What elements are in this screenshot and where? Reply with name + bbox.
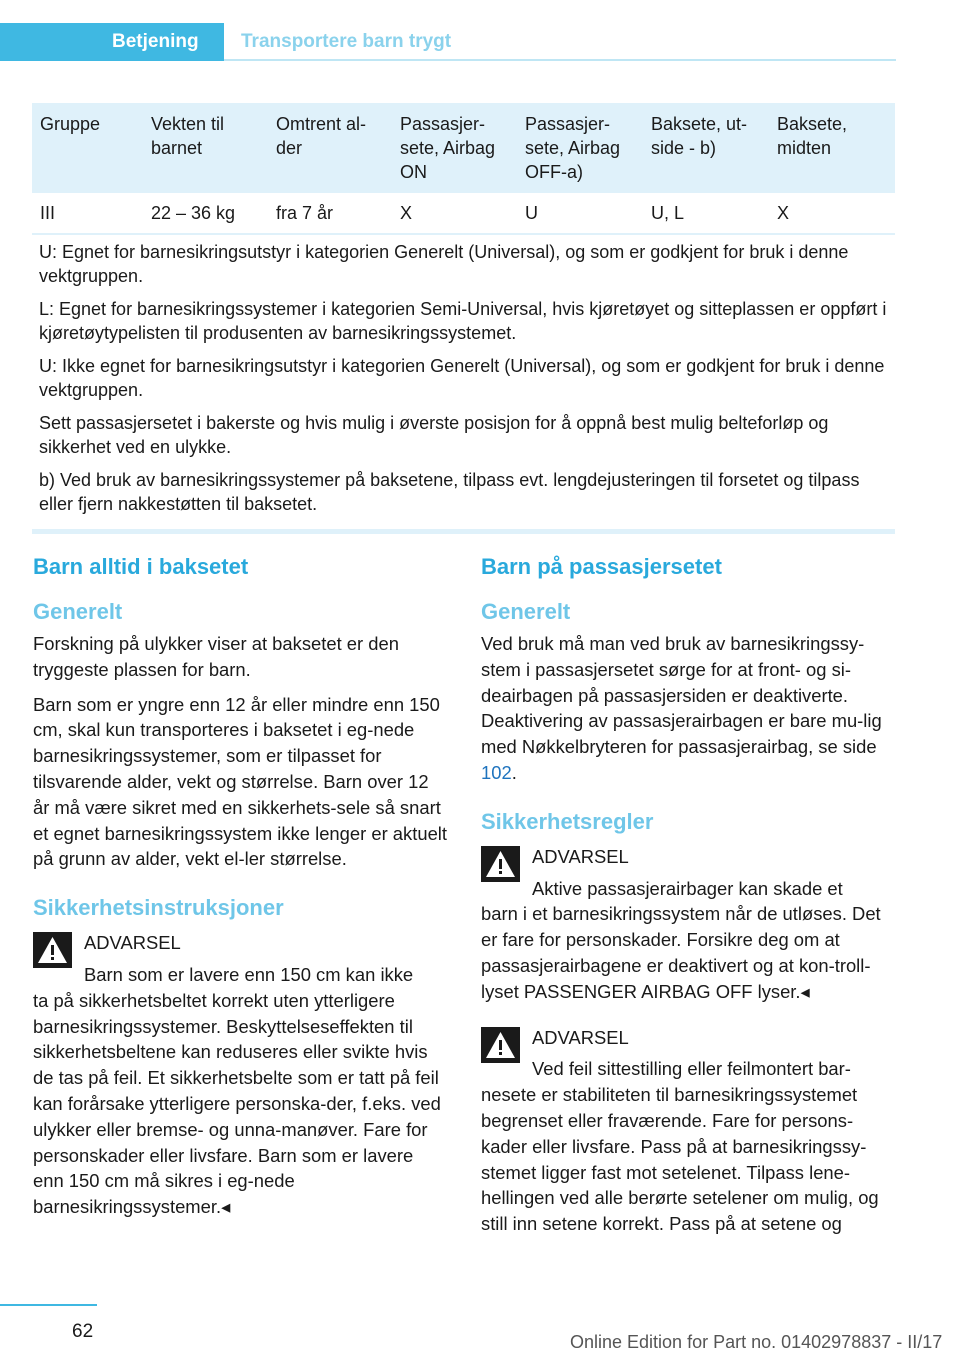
subsection-heading: Generelt: [33, 599, 123, 624]
table-cell: fra 7 år: [268, 193, 392, 234]
table-header-cell: Passasjer-sete, Airbag OFF-a): [517, 103, 643, 193]
header-rule: [224, 59, 896, 61]
warning-text: barn i et barnesikringssystem når de utløses. Det er fare for personskader. Forsikre deg om at passasjerairbagene er deaktivert og at kon-troll-lyset PASSENGER AIRBAG OFF lyser.◂: [481, 903, 881, 1002]
subsection-heading: Sikkerhetsregler: [481, 808, 654, 834]
warning-text: ta på sikkerhetsbeltet korrekt uten ytterligere barnesikringssystemer. Beskyttelseseffekten til sikkerhetsbeltene kan reduseres eller svikte hvis de tas på feil. Et sikkerhetsbelte som er tatt på feil kan forårsake ytterligere personska-der, f.eks. ved ulykker eller bremse- og unna-manøver. Fare for personskader eller livsfare. Barn som er lavere enn 150 cm må sikres i eg-nede barnesikringssystemer.◂: [33, 989, 441, 1218]
table-cell: U: [517, 193, 643, 234]
warning-icon: [33, 932, 72, 968]
warning-block: [481, 844, 896, 1005]
subsection-heading: Sikkerhetsinstruksjoner: [33, 895, 284, 921]
warning-label: ADVARSEL: [532, 845, 629, 867]
edition-note: Online Edition for Part no. 01402978837 - II/17: [570, 1332, 943, 1352]
table-cell: X: [392, 193, 517, 234]
paragraph-end: .: [511, 761, 517, 783]
right-column: [481, 553, 896, 1249]
subsection-heading: Generelt: [481, 599, 571, 624]
table-note: Sett passasjersetet i bakerste og hvis mulig i øverste posisjon for å oppnå best mulig belteforløp og sikkerhet ved en ulykke.: [39, 413, 829, 457]
header-section: Betjening: [112, 31, 199, 52]
table-cell: U, L: [643, 193, 769, 234]
table-header-cell: Passasjer-sete, Airbag ON: [392, 103, 517, 193]
section-title: Barn alltid i baksetet: [33, 554, 249, 579]
table-note: L: Egnet for barnesikringssystemer i kategorien Semi-Universal, hvis kjøretøyet og sitteplassen er oppført i kjøretøytypelisten til produsenten av barnesikringssystemet.: [39, 299, 887, 343]
table-row: [32, 193, 895, 234]
header-subsection: Transportere barn trygt: [241, 31, 452, 52]
table-note: U: Ikke egnet for barnesikringsutstyr i kategorien Generelt (Universal), og som er godkjent for bruk i denne vektgruppen.: [39, 356, 885, 400]
table-cell: 22 – 36 kg: [143, 193, 268, 234]
table-cell: III: [32, 193, 143, 234]
table-cell: X: [769, 193, 895, 234]
table-header-cell: Vekten til barnet: [143, 103, 268, 193]
child-seat-table: [32, 103, 895, 235]
warning-icon: [481, 1027, 520, 1063]
warning-text-first: Barn som er lavere enn 150 cm kan ikke: [84, 963, 414, 985]
table-note: b) Ved bruk av barnesikringssystemer på baksetene, tilpass evt. lengdejusteringen til forsetet og tilpass eller fjern nakkestøtten til baksetet.: [39, 470, 860, 514]
page-number: 62: [72, 1321, 94, 1342]
table-notes: [32, 240, 895, 525]
footer-rule: [0, 1304, 97, 1306]
paragraph: Forskning på ulykker viser at baksetet er den tryggeste plassen for barn.: [33, 633, 399, 680]
table-header-cell: Baksete, ut-side - b): [643, 103, 769, 193]
page-link[interactable]: 102: [481, 761, 512, 783]
warning-block: [481, 1025, 896, 1237]
table-note: U: Egnet for barnesikringsutstyr i kategorien Generelt (Universal), og som er godkjent for bruk i denne vektgruppen.: [39, 242, 849, 286]
table-header-cell: Omtrent al-der: [268, 103, 392, 193]
paragraph: [481, 631, 896, 786]
paragraph: Barn som er yngre enn 12 år eller mindre enn 150 cm, skal kun transporteres i baksetet i eg-nede barnesikringssystemer, som er tilpasset for tilsvarende alder, vekt og størrelse. Barn over 12 år må være sikret med en sikkerhets-sele så snart et egnet barnesikringssystem ikke lenger er aktuelt på grunn av alder, vekt el-ler størrelse.: [33, 693, 447, 870]
table-header-row: [32, 103, 895, 193]
table-header-cell: Gruppe: [32, 103, 143, 193]
paragraph-text: Ved bruk må man ved bruk av barnesikringssy-stem i passasjersetet sørge for at front- og si-deairbagen på passasjersiden er deaktiverte. Deaktivering av passasjerairbagen er bare mu-lig med Nøkkelbryteren for passasjerairbag, se side: [481, 633, 882, 758]
warning-label: ADVARSEL: [532, 1026, 629, 1048]
warning-icon: [481, 846, 520, 882]
table-header-cell: Baksete, midten: [769, 103, 895, 193]
left-column: [33, 553, 448, 1232]
warning-block: [33, 930, 448, 1220]
warning-text-first: Ved feil sittestilling eller feilmontert bar-: [532, 1058, 851, 1080]
warning-text-first: Aktive passasjerairbager kan skade et: [532, 877, 843, 899]
section-divider: [32, 529, 895, 534]
section-title: Barn på passasjersetet: [481, 554, 722, 579]
warning-label: ADVARSEL: [84, 932, 181, 954]
warning-text: nesete er stabiliteten til barnesikringssystemet begrenset eller fraværende. Fare for persons-kader eller livsfare. Pass på at barnesikringssy-stemet ligger fast mot setelenet. Tilpass lene-hellingen ved alle berørte setelener om mulig, og still inn setene korrekt. Pass på at setene og: [481, 1084, 879, 1235]
